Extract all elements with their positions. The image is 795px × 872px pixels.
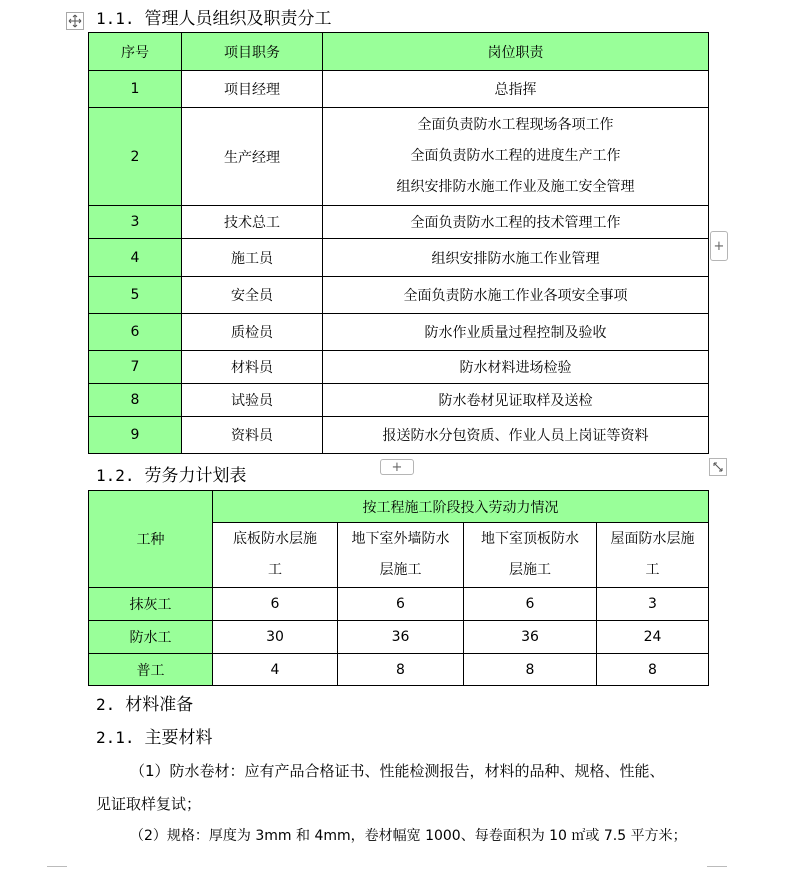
row-value: 8: [597, 654, 709, 686]
header-trade: 工种: [89, 491, 213, 588]
row-role: 资料员: [182, 417, 323, 454]
row-value: 8: [338, 654, 464, 686]
table-row: [89, 277, 709, 314]
row-role: 安全员: [182, 277, 323, 314]
row-trade: 普工: [89, 654, 213, 686]
add-column-button[interactable]: [710, 231, 728, 261]
move-arrows-icon: [68, 14, 82, 28]
row-role: 生产经理: [182, 108, 323, 206]
row-value: 6: [464, 588, 597, 621]
row-no: 9: [89, 417, 182, 454]
row-no: 4: [89, 239, 182, 277]
table-row: [89, 239, 709, 277]
page-corner-mark: [47, 866, 67, 867]
row-role: 材料员: [182, 351, 323, 384]
section-number: 1.1.: [96, 9, 135, 28]
row-no: 5: [89, 277, 182, 314]
row-no: 7: [89, 351, 182, 384]
header-stage-group: 按工程施工阶段投入劳动力情况: [213, 491, 709, 523]
section-title: 主要材料: [144, 728, 213, 748]
row-value: 3: [597, 588, 709, 621]
section-heading-2: [96, 695, 193, 715]
row-no: 3: [89, 206, 182, 239]
row-value: 6: [213, 588, 338, 621]
labor-plan-table: [88, 490, 709, 686]
section-heading-1-1: [96, 9, 332, 29]
row-trade: 防水工: [89, 621, 213, 654]
header-stage: 地下室顶板防水 层施工: [464, 523, 597, 588]
row-no: 1: [89, 71, 182, 108]
row-trade: 抹灰工: [89, 588, 213, 621]
table-header-row: [89, 33, 709, 71]
header-stage: 地下室外墙防水 层施工: [338, 523, 464, 588]
table-row: [89, 108, 709, 206]
paragraph-line: （2）规格：厚度为 3mm 和 4mm，卷材幅宽 1000、每卷面积为 10 ㎡或 7.5 平方米；: [130, 828, 687, 844]
row-duty: 防水卷材见证取样及送检: [323, 384, 709, 417]
header-role: 项目职务: [182, 33, 323, 71]
table-row: [89, 71, 709, 108]
header-no: 序号: [89, 33, 182, 71]
table-move-handle[interactable]: [66, 12, 84, 30]
row-duties: [323, 108, 709, 206]
resize-arrows-icon: [712, 461, 724, 473]
row-role: 质检员: [182, 314, 323, 351]
row-role: 施工员: [182, 239, 323, 277]
section-number: 2.: [96, 695, 116, 714]
plus-icon: +: [713, 238, 725, 254]
row-no: 2: [89, 108, 182, 206]
section-heading-1-2: [96, 466, 247, 486]
section-heading-2-1: [96, 728, 213, 748]
table-row: [89, 351, 709, 384]
row-duty: 全面负责防水工程的技术管理工作: [323, 206, 709, 239]
add-row-button[interactable]: [380, 459, 414, 475]
table-row: [89, 588, 709, 621]
row-duty: 全面负责防水工程的进度生产工作: [410, 148, 621, 164]
section-number: 1.2.: [96, 466, 135, 485]
row-duty: 全面负责防水施工作业各项安全事项: [323, 277, 709, 314]
table-row: [89, 621, 709, 654]
management-duties-table: [88, 32, 709, 454]
row-no: 8: [89, 384, 182, 417]
plus-icon: +: [391, 459, 403, 475]
row-value: 30: [213, 621, 338, 654]
row-value: 4: [213, 654, 338, 686]
table-row: [89, 417, 709, 454]
row-duty: 防水材料进场检验: [323, 351, 709, 384]
row-value: 8: [464, 654, 597, 686]
paragraph-line: 见证取样复试；: [96, 795, 202, 813]
table-header-row: [89, 491, 709, 523]
table-resize-handle[interactable]: [709, 458, 727, 476]
paragraph-line: （1）防水卷材：应有产品合格证书、性能检测报告，材料的品种、规格、性能、: [130, 762, 665, 780]
row-value: 36: [464, 621, 597, 654]
header-stage: 屋面防水层施 工: [597, 523, 709, 588]
section-title: 材料准备: [125, 695, 194, 715]
row-role: 项目经理: [182, 71, 323, 108]
row-no: 6: [89, 314, 182, 351]
row-duty: 总指挥: [323, 71, 709, 108]
page-corner-mark: [707, 866, 727, 867]
row-duty: 全面负责防水工程现场各项工作: [417, 117, 614, 133]
row-role: 试验员: [182, 384, 323, 417]
table-row: [89, 384, 709, 417]
table-row: [89, 314, 709, 351]
table-row: [89, 654, 709, 686]
section-number: 2.1.: [96, 728, 135, 747]
table-row: [89, 206, 709, 239]
row-value: 36: [338, 621, 464, 654]
header-stage: 底板防水层施 工: [213, 523, 338, 588]
row-role: 技术总工: [182, 206, 323, 239]
section-title: 管理人员组织及职责分工: [144, 9, 332, 29]
row-value: 24: [597, 621, 709, 654]
section-title: 劳务力计划表: [144, 466, 247, 486]
row-duty: 组织安排防水施工作业及施工安全管理: [396, 179, 635, 195]
row-value: 6: [338, 588, 464, 621]
row-duty: 报送防水分包资质、作业人员上岗证等资料: [323, 417, 709, 454]
row-duty: 防水作业质量过程控制及验收: [323, 314, 709, 351]
header-duties: 岗位职责: [323, 33, 709, 71]
row-duty: 组织安排防水施工作业管理: [323, 239, 709, 277]
